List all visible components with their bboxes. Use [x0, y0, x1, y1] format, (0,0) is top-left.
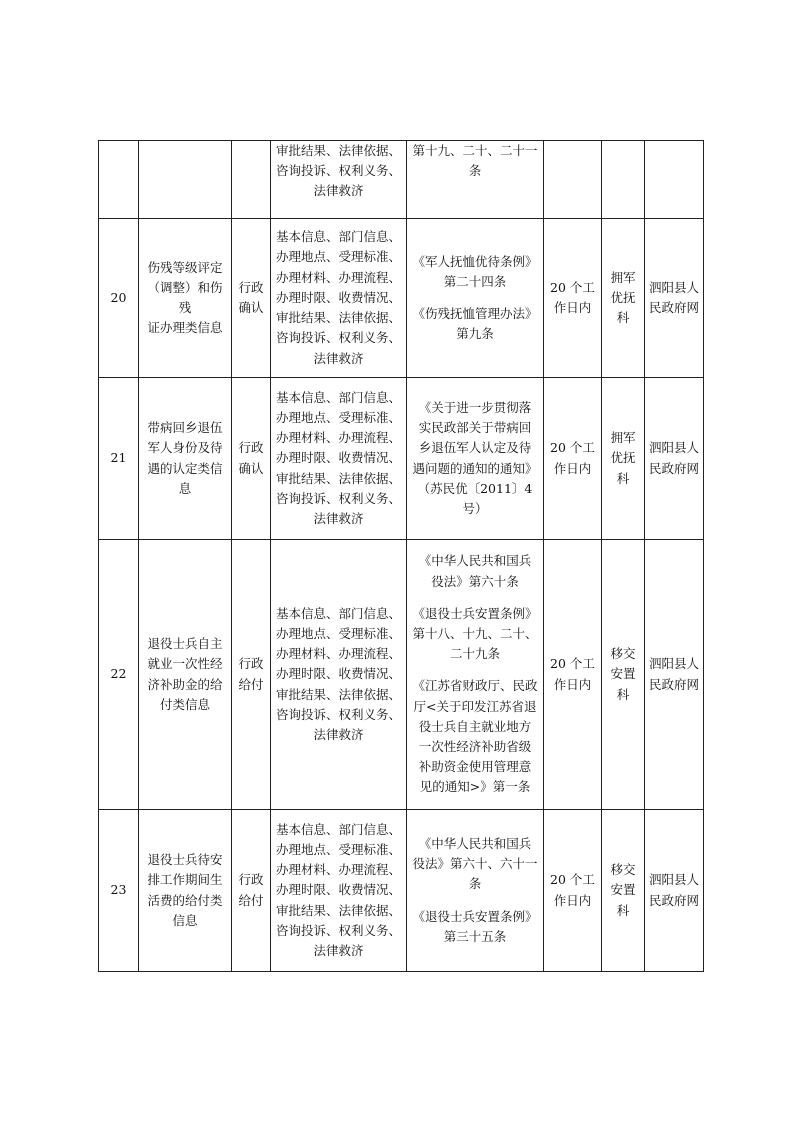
- disclosure-content: 基本信息、部门信息、 办理地点、受理标准、 办理材料、办理流程、 办理时限、收费情况、 审批结果、法律依据、 咨询投诉、权利义务、 法律救济: [271, 378, 407, 540]
- matter-name: 退役士兵待安 排工作期间生 活费的给付类 信息: [139, 810, 232, 972]
- matter-name: 伤残等级评定 （调整）和伤残 证办理类信息: [139, 219, 232, 378]
- department: 拥军 优抚 科: [602, 219, 645, 378]
- time-limit: 20 个工 作日内: [544, 540, 602, 810]
- table-row: [99, 540, 704, 810]
- publish-channel: [645, 141, 704, 219]
- department: 移交 安置 科: [602, 810, 645, 972]
- department: 移交 安置 科: [602, 540, 645, 810]
- matter-kind: 行政 确认: [232, 219, 271, 378]
- basis-item: 《退役士兵安置条例》 第十八、十九、二十、 二十九条: [412, 605, 538, 662]
- document-page: [98, 140, 704, 972]
- department: [602, 141, 645, 219]
- legal-basis: [407, 219, 544, 378]
- table-row: [99, 810, 704, 972]
- matter-kind: [232, 141, 271, 219]
- row-number: 20: [99, 219, 139, 378]
- row-number: 21: [99, 378, 139, 540]
- basis-item: 《中华人民共和国兵 役法》第六十条: [418, 553, 532, 589]
- legal-basis: [407, 378, 544, 540]
- time-limit: 20 个工 作日内: [544, 810, 602, 972]
- department: 拥军 优抚 科: [602, 378, 645, 540]
- basis-item: 《江苏省财政厅、民政 厅<关于印发江苏省退 役士兵自主就业地方 一次性经济补助省级 补助资金使用管理意 见的通知>》第一条: [412, 678, 538, 795]
- basis-item: 《关于进一步贯彻落 实民政部关于带病回 乡退伍军人认定及待 遇问题的通知的通知》 （苏民优〔2011〕4 号）: [412, 399, 538, 516]
- disclosure-content: 审批结果、法律依据、 咨询投诉、权利义务、 法律救济: [271, 141, 407, 219]
- disclosure-content: 基本信息、部门信息、 办理地点、受理标准、 办理材料、办理流程、 办理时限、收费情况、 审批结果、法律依据、 咨询投诉、权利义务、 法律救济: [271, 540, 407, 810]
- matter-name: 退役士兵自主 就业一次性经 济补助金的给 付类信息: [139, 540, 232, 810]
- row-number: [99, 141, 139, 219]
- basis-item: 《中华人民共和国兵 役法》第六十、六十一 条: [412, 835, 538, 892]
- time-limit: 20 个工 作日内: [544, 219, 602, 378]
- table-row: [99, 141, 704, 219]
- time-limit: 20 个工 作日内: [544, 378, 602, 540]
- matter-kind: 行政 确认: [232, 378, 271, 540]
- row-number: 22: [99, 540, 139, 810]
- table-row: [99, 378, 704, 540]
- basis-item: 《退役士兵安置条例》 第三十五条: [412, 908, 538, 944]
- basis-item: 第十九、二十、二十一 条: [412, 143, 538, 179]
- publish-channel: 泗阳县人 民政府网: [645, 810, 704, 972]
- table-row: [99, 219, 704, 378]
- matter-kind: 行政 给付: [232, 540, 271, 810]
- publish-channel: 泗阳县人 民政府网: [645, 540, 704, 810]
- disclosure-content: 基本信息、部门信息、 办理地点、受理标准、 办理材料、办理流程、 办理时限、收费情况、 审批结果、法律依据、 咨询投诉、权利义务、 法律救济: [271, 810, 407, 972]
- publish-channel: 泗阳县人 民政府网: [645, 219, 704, 378]
- matter-name: [139, 141, 232, 219]
- basis-item: 《伤残抚恤管理办法》 第九条: [412, 306, 538, 342]
- row-number: 23: [99, 810, 139, 972]
- publish-channel: 泗阳县人 民政府网: [645, 378, 704, 540]
- disclosure-content: 基本信息、部门信息、 办理地点、受理标准、 办理材料、办理流程、 办理时限、收费情况、 审批结果、法律依据、 咨询投诉、权利义务、 法律救济: [271, 219, 407, 378]
- time-limit: [544, 141, 602, 219]
- legal-basis: [407, 810, 544, 972]
- basis-item: 《军人抚恤优待条例》 第二十四条: [412, 253, 538, 289]
- matter-kind: 行政 给付: [232, 810, 271, 972]
- disclosure-table: [98, 140, 704, 972]
- matter-name: 带病回乡退伍 军人身份及待 遇的认定类信 息: [139, 378, 232, 540]
- legal-basis: [407, 540, 544, 810]
- legal-basis: [407, 141, 544, 219]
